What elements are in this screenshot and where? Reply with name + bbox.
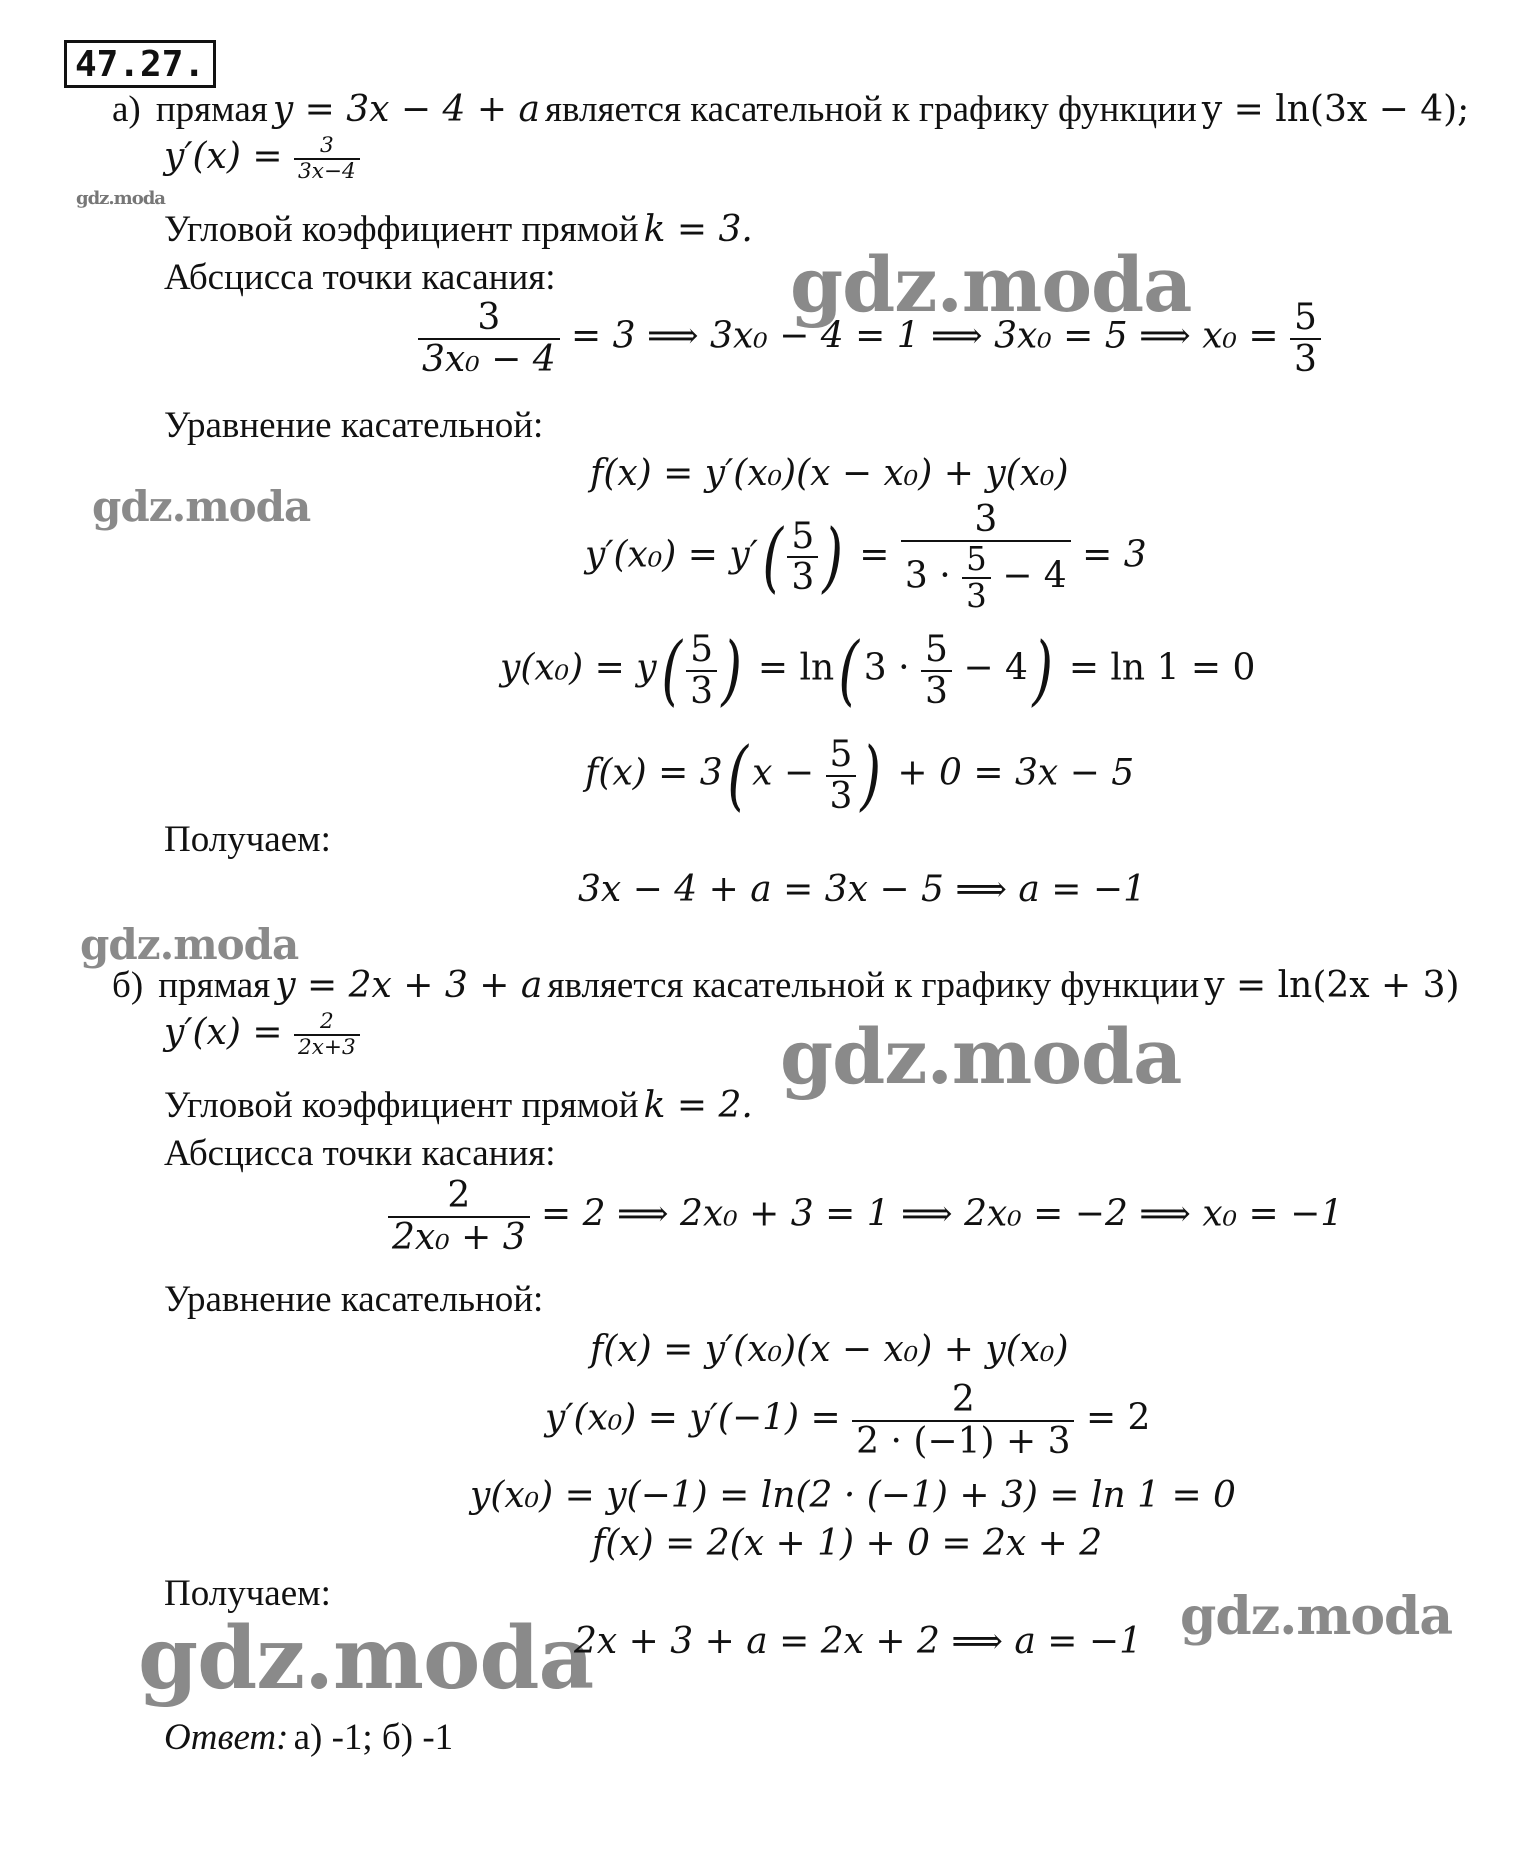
paren-left: ( [762,512,783,601]
part-b-slope-text: Угловой коэффициент прямой [164,1085,639,1126]
fraction-numerator: 5 [924,629,948,670]
part-b-tangent-general: f(x) = y′(x₀)(x − x₀) + y(x₀) [590,1329,1069,1370]
fraction-denominator: 2 · (−1) + 3 [852,1420,1074,1462]
fraction-numerator: 5 [791,515,815,557]
part-a-v1-inner-2: − 4 [963,647,1028,689]
answer-label: Ответ: [164,1717,289,1758]
part-b-get-text: Получаем: [164,1573,331,1614]
part-b-statement [112,964,1460,1008]
fraction-numerator: 3 [319,133,334,158]
part-a-eq1-result-fraction [1290,298,1321,379]
part-a-tangent-general: f(x) = y′(x₀)(x − x₀) + y(x₀) [590,453,1069,494]
part-b-d1-result: = 2 [1085,1397,1151,1439]
part-a-tangent-text: Уравнение касательной: [164,405,544,446]
watermark-right: gdz.moda [1180,1586,1453,1647]
part-a-d1-arg [787,517,818,598]
fraction-denominator: 3x−4 [294,158,360,184]
fraction-numerator: 5 [966,539,987,578]
fraction-denominator [901,540,1071,615]
part-a-d1-fraction [901,500,1071,615]
part-b-derivative [164,1010,360,1060]
fraction-denominator: 3 [686,670,717,712]
part-b-text-2: является касательной к графику функции [547,965,1200,1006]
part-a-f1-lhs: f(x) = 3 [585,752,723,794]
answer-line [164,1716,453,1760]
part-a-tangent-final [585,730,1135,819]
fraction-numerator: 3 [477,297,501,338]
part-b-text-1: прямая [158,965,271,1006]
fraction-denominator: 3 [787,556,818,598]
fraction-denominator: 3 [921,670,952,712]
fraction-numerator: 2 [951,1379,975,1420]
part-a-derivative-lhs: y′(x) = [164,135,283,177]
part-a-v1-mid: = ln [757,647,835,689]
part-b-derivative-fraction [294,1010,360,1060]
fraction-numerator: 5 [690,629,713,670]
part-b-derivative-lhs: y′(x) = [164,1011,283,1053]
part-a-v1-inner-fraction [921,630,952,711]
fraction-denominator: 2x+3 [294,1034,360,1060]
watermark-bottom: gdz.moda [138,1608,594,1709]
part-a-line-equation: y = 3x − 4 + a [272,89,540,130]
fraction-numerator: 2 [447,1175,471,1216]
watermark-small: gdz.moda [76,188,165,209]
task-number: 47.27. [64,40,216,88]
part-a-value-at-x0 [500,625,1256,714]
part-b-slope-line [164,1084,753,1128]
part-a-d1-eq: = [859,534,890,576]
part-a-slope-text: Угловой коэффициент прямой [164,209,639,250]
part-b-label: б) [112,965,144,1006]
part-b-final-equation: 2x + 3 + a = 2x + 2 ⟹ a = −1 [574,1621,1142,1662]
part-a-slope-line [164,208,753,252]
part-a-d1-lhs: y′(x₀) = y′ [585,534,758,576]
part-a-v1-inner-1: 3 · [863,647,910,689]
fraction-denominator: 3x₀ − 4 [418,338,560,380]
part-a-text-1: прямая [155,89,268,130]
watermark-left-1: gdz.moda [92,482,311,531]
answer-value: а) -1; б) -1 [293,1717,454,1758]
part-a-slope-value: k = 3. [643,209,753,250]
part-a-f1-result: + 0 = 3x − 5 [897,752,1135,794]
paren-left: ( [660,625,682,714]
part-a-f1-inner: x − [752,752,815,794]
d1-den-part-1: 3 · [904,555,951,597]
watermark-top: gdz.moda [790,240,1192,329]
part-b-eq1-chain: = 2 ⟹ 2x₀ + 3 = 1 ⟹ 2x₀ = −2 ⟹ x₀ = −1 [541,1193,1344,1235]
fraction-denominator: 3 [826,775,857,817]
part-a-f1-fraction [826,735,857,816]
d1-den-inner-fraction [962,539,991,616]
part-a-derivative-fraction [294,134,360,184]
part-a-derivative-at-x0 [585,500,1147,615]
part-b-equation-x0 [388,1176,1343,1257]
part-b-d1-lhs: y′(x₀) = y′(−1) = [545,1397,841,1439]
part-a-abscissa-text: Абсцисса точки касания: [164,257,556,298]
part-a-d1-result: = 3 [1082,534,1147,576]
fraction-denominator: 3 [962,577,991,615]
paren-right: ) [721,625,743,714]
part-b-tangent-final: f(x) = 2(x + 1) + 0 = 2x + 2 [592,1523,1103,1564]
part-a-label: а) [112,89,141,130]
part-b-d1-fraction [852,1380,1074,1461]
part-a-v1-arg [686,630,717,711]
watermark-left-2: gdz.moda [80,920,299,969]
part-b-function-equation: y = ln(2x + 3) [1204,965,1460,1006]
part-a-function-equation: y = ln(3x − 4); [1201,89,1470,130]
part-b-line-equation: y = 2x + 3 + a [275,965,543,1006]
part-a-eq1-chain: = 3 ⟹ 3x₀ − 4 = 1 ⟹ 3x₀ = 5 ⟹ x₀ = [571,315,1279,357]
paren-right: ) [1032,625,1053,714]
d1-den-part-2: − 4 [1002,555,1067,597]
fraction-numerator: 2 [319,1009,334,1034]
paren-right: ) [822,512,844,601]
part-a-equation-x0 [418,298,1321,379]
paren-right: ) [860,730,882,819]
part-a-v1-result: = ln 1 = 0 [1068,647,1256,689]
fraction-numerator: 5 [829,734,853,775]
part-b-abscissa-text: Абсцисса точки касания: [164,1133,556,1174]
fraction-numerator: 5 [1293,297,1317,338]
paren-left: ( [838,625,860,714]
part-b-eq1-fraction [388,1176,530,1257]
part-a-get-text: Получаем: [164,819,331,860]
part-a-eq1-fraction [418,298,560,379]
part-b-value-at-x0: y(x₀) = y(−1) = ln(2 · (−1) + 3) = ln 1 = 0 [470,1475,1236,1516]
part-a-final-equation: 3x − 4 + a = 3x − 5 ⟹ a = −1 [578,869,1146,910]
part-b-derivative-at-x0 [545,1380,1150,1461]
part-a-statement [112,88,1469,132]
part-a-derivative [164,134,360,184]
watermark-middle: gdz.moda [780,1012,1182,1101]
fraction-numerator: 3 [974,499,998,540]
part-b-slope-value: k = 2. [643,1085,753,1126]
part-b-tangent-text: Уравнение касательной: [164,1279,544,1320]
part-a-text-2: является касательной к графику функции [545,89,1197,130]
fraction-denominator: 3 [1290,338,1321,380]
part-a-v1-lhs: y(x₀) = y [500,647,657,689]
fraction-denominator: 2x₀ + 3 [388,1216,530,1258]
paren-left: ( [727,730,748,819]
